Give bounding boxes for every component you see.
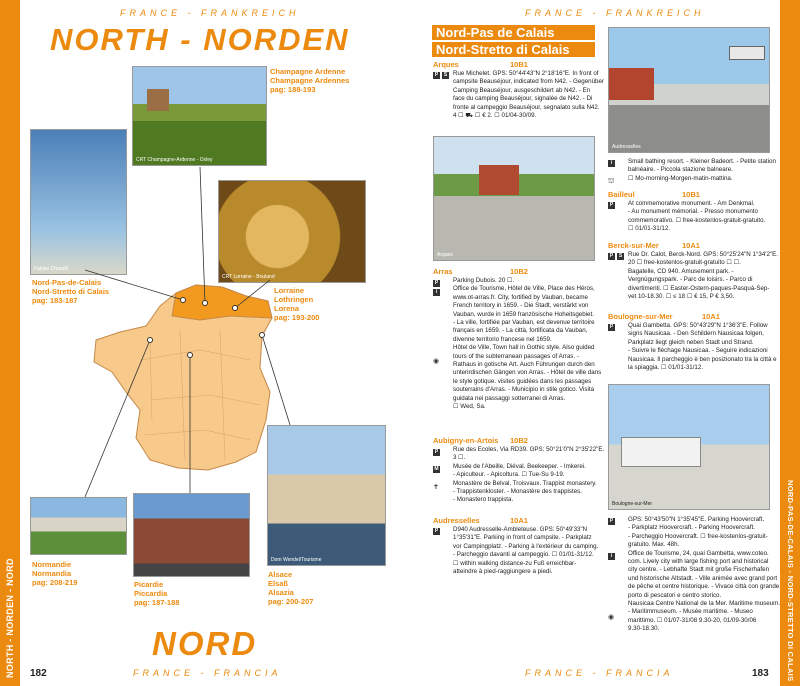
- info-icon: i: [433, 289, 440, 296]
- photo-caption: Audresselles: [612, 144, 641, 150]
- parking-icon: P: [434, 280, 439, 286]
- photo-audresselles: [608, 27, 770, 153]
- entry-code: 10B1: [510, 60, 528, 69]
- camper-van-shape: [621, 437, 701, 467]
- photo-caption: Fabian Charaffi: [34, 266, 69, 272]
- region-name: Alsace: [268, 570, 293, 579]
- section-title: Nord-Stretto di Calais: [432, 42, 595, 57]
- page-number-right: 183: [752, 668, 769, 679]
- left-running-head: FRANCE - FRANKREICH: [120, 8, 300, 18]
- photo-caption: Arques: [437, 252, 453, 258]
- parking-icon: P: [434, 449, 439, 455]
- entry-text: Quai Gambetta. GPS: 50°43'29"N 1°36'3"E. Follow signs Nausicaa. - Den Schildern Nausicaa folgen, Parkplatz liegt gleich neben Stadt und Strand. - Suivre le fléchage Nausicaa. - Seguire indicazioni Nausicaa. Il parcheggio è ben posizionato tra la città e la spiaggia. ☐ 01/01-31/12.: [628, 322, 777, 372]
- right-running-foot: FRANCE - FRANCIA: [525, 668, 674, 678]
- entry-name: Audresselles: [433, 516, 480, 525]
- entry-code: 10A1: [682, 241, 700, 250]
- region-name: Picardie: [134, 580, 164, 589]
- service-icon: S: [443, 72, 448, 78]
- region-name: Lorena: [274, 304, 300, 313]
- region-name: Normandia: [32, 569, 72, 578]
- region-name: Normandie: [32, 560, 72, 569]
- photo-caption: Dom Wendel/Tourisme: [271, 557, 322, 563]
- photo-boulogne: [608, 384, 770, 510]
- service-icon: S: [618, 253, 623, 259]
- region-page: pag: 200-207: [268, 597, 314, 606]
- region-name: Nord-Stretto di Calais: [32, 287, 110, 296]
- page-number-left: 182: [30, 668, 47, 679]
- entry-code: 10B1: [682, 190, 700, 199]
- entry-code: 10A1: [702, 312, 720, 321]
- entry-name: Arques: [433, 60, 459, 69]
- region-label-champagne[interactable]: [270, 67, 349, 94]
- entry-text: Rue Dr. Calot, Berck-Nord. GPS: 50°25'24"N 1°34'2"E. 20 ☐ free-kostenlos-gratuit-gratuito ☐ ☐. Bagatelle, CD 940. Amusement park. - Vergnügungspark. - Parc de loisirs. - Parco di divertimenti. ☐ Easter-Ostern-paques-Pasquà-Sep- vet 10-18.30. ☐ ≤ 18 ☐ € 15, P € 3,50.: [628, 251, 778, 301]
- left-side-text: NORTH - NORDEN - NORD: [5, 558, 15, 678]
- entry-name: Aubigny-en-Artois: [433, 436, 499, 445]
- region-label-lorraine[interactable]: [274, 286, 319, 322]
- info-icon: i: [608, 553, 615, 560]
- photo-caption: Boulogne-sur-Mer: [612, 501, 653, 507]
- market-icon: ⛫: [608, 178, 615, 185]
- entry-name: Bailleul: [608, 190, 635, 199]
- region-name: Lorraine: [274, 286, 305, 295]
- entry-name: Boulogne-sur-Mer: [608, 312, 673, 321]
- entry-text: GPS: 50°43'50"N 1°35'45"E. Parking Hoovercraft. - Parkplatz Hoovercraft. - Parking Hoovercraft. - Parcheggio Hoovercraft. ☐ free-kostenlos-gratuit- gratuito. Max. 48h. Office de Tourisme, 24, quai Gambetta, www.coteo. com. Lively city with large fishing port and historical city centre. - Lebhafte Stadt mit große Fischerhafen und historische Altstadt. - Ville animée avec grand port de pêche et centre historique. - Vivace città con grande porto di pescatori e centro storico. Nausicaa Centre National de la Mer. Maritime museum. - Maritimmuseum. - Musée maritime. - Museo marittimo. ☐ 01/07-31/08 9.30-20, 01/09-30/06 9.30-18.30.: [628, 516, 780, 633]
- region-name: Piccardia: [134, 589, 168, 598]
- parking-icon: P: [434, 72, 439, 78]
- parking-icon: P: [609, 518, 614, 524]
- region-page: pag: 193-200: [274, 313, 320, 322]
- region-label-nord[interactable]: [32, 278, 109, 305]
- entry-name: Arras: [433, 267, 453, 276]
- region-name: Alsazia: [268, 588, 294, 597]
- house-shape: [609, 68, 654, 100]
- region-label-normandie[interactable]: [32, 560, 77, 587]
- region-name: Lothringen: [274, 295, 314, 304]
- house-shape: [479, 165, 519, 195]
- parking-icon: P: [609, 202, 614, 208]
- region-page: pag: 187-188: [134, 598, 180, 607]
- region-label-alsace[interactable]: [268, 570, 313, 606]
- region-name: Champagne Ardennes: [270, 76, 350, 85]
- section-title: Nord-Pas de Calais: [432, 25, 595, 40]
- region-page: pag: 188-193: [270, 85, 316, 94]
- parking-icon: P: [609, 253, 614, 259]
- region-name: Nord-Pas-de-Calais: [32, 278, 102, 287]
- entry-text: Rue des Ecoles, Via RD39. GPS: 50°21'0"N 2°35'22"E. 3 ☐. Musée de l'Abeille, Diéval. Beekeeper. - Imkerei. - Apiculteur. - Apicoltura. ☐ Tue-Su 9-19. Monastère de Belval, Troisvaux. Trappist monastery. - Trappistenkloster. - Monastère des trappistes. - Monastero trappista.: [453, 446, 605, 504]
- page-title: NORTH - NORDEN: [50, 22, 350, 57]
- left-running-foot: FRANCE - FRANCIA: [133, 668, 282, 678]
- photo-caption: CRT Champagne-Ardenne - Oxley: [136, 157, 213, 163]
- region-page: pag: 183-187: [32, 296, 78, 305]
- bottom-title: NORD: [152, 625, 258, 662]
- photo-arques: [433, 136, 595, 261]
- entry-text: Small bathing resort. - Kleiner Badeort. - Petite station balnéaire. - Piccola stazione balneare. ☐ Mo-morning-Morgen-matin-mattina.: [628, 158, 776, 182]
- entry-text: Rue Michelet. GPS: 50°44'43"N 2°18'16"E. In front of campsite Beauséjour, indicated from N42. - Gegenüber Camping Beauséjour, ausgeschildert ab N42. - En face du camping Beauséjour, signalée de N42. - Di fronte al campeggio Beauséjour, segnalato sulla N42. 4 ☐ ⛟ ☐ € 2. ☐ 01/04-30/09.: [453, 70, 604, 120]
- entry-text: Parking Dubois. 20 ☐. Office de Tourisme, Hôtel de Ville, Place des Héros, www.ot-arras.fr. City, fortified by Vauban, became French territory in 1659. - Die Stadt, verstärkt von Vauban, wurde in 1659 französische Hoheitsgebiet. - La ville, fortifiée par Vauban, est devenue territoire français en 1659. - La città, fortificata da Vauban, divenne territorio francese nel 1659. Hôtel de Ville, Town hall in Gothic style. Also guided tours of the subterranean passages of Arras. - Rathaus in gotische Art. Auch Führungen durch den unterirdischen Gängen von Arras. - Hôtel de ville dans le style gotique. visites guidées dans les passages souterrains d'Arras. - Municipio in stile gotico. Visita guidata nei passaggi sotterranei di Arras. ☐ Wed, Sa.: [453, 277, 602, 411]
- info-icon: i: [608, 160, 615, 167]
- eye-icon: ◉: [433, 358, 440, 365]
- entry-code: 10B2: [510, 267, 528, 276]
- photo-caption: CRT Lorraine - Bouland: [222, 274, 275, 280]
- entry-code: 10B2: [510, 436, 528, 445]
- parking-icon: P: [609, 324, 614, 330]
- right-side-band: [780, 0, 800, 686]
- church-icon: ✝: [433, 484, 439, 491]
- region-label-picardie[interactable]: [134, 580, 179, 607]
- region-name: Elsaß: [268, 579, 289, 588]
- entry-text: D940 Audresselle-Ambleteuse. GPS: 50°49'33"N 1°35'31"E. Parking in front of campsite. - Parkplatz vor Campingplatz. - Parking à l'extérieur du camping. - Parcheggio davanti al campeggio. ☐ 01/01-31/12. ☐ within walking distance-zu Fuß erreichbar- atteindre à pied-raggiungere a piedi.: [453, 526, 599, 576]
- road-sign-shape: [729, 46, 765, 60]
- right-page: [400, 0, 800, 686]
- region-page: pag: 208-219: [32, 578, 78, 587]
- entry-code: 10A1: [510, 516, 528, 525]
- parking-icon: P: [434, 528, 439, 534]
- right-running-head: FRANCE - FRANKREICH: [525, 8, 705, 18]
- entry-name: Berck-sur-Mer: [608, 241, 659, 250]
- right-side-text: NORD-PAS-DE-CALAIS - NORD-STRETTO DI CALAIS: [786, 480, 795, 682]
- region-name: Champagne Ardenne: [270, 67, 346, 76]
- eye-icon: ◉: [608, 614, 615, 621]
- pointer-line: [200, 167, 205, 303]
- museum-icon: M: [434, 466, 439, 472]
- entry-text: At commemorative monument. - Am Denkmal. - Au monument mémorial. - Presso monumento commemorativo. ☐ free-kostenlos-gratuit-gratuito. ☐ 01/01-31/12.: [628, 200, 766, 233]
